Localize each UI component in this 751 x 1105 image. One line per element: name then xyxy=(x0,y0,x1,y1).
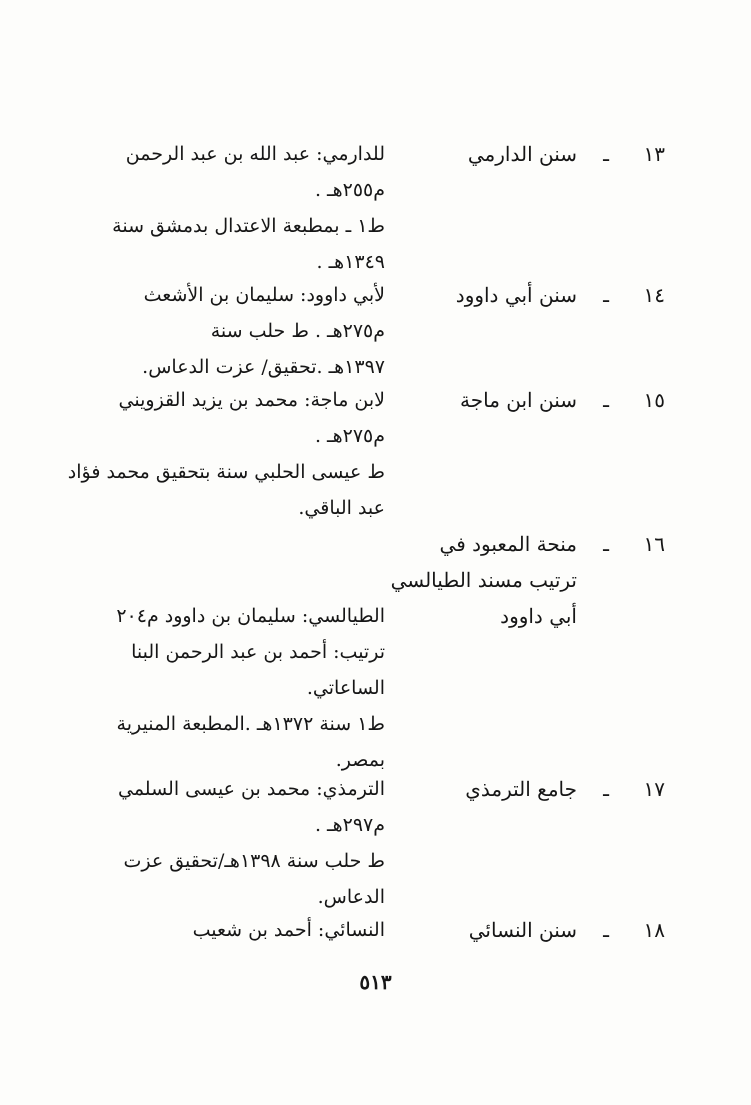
entry-dash: ـ xyxy=(603,388,609,412)
entry-title: منحة المعبود في ترتيب مسند الطيالسي أبي داوود xyxy=(390,532,577,628)
entry-number: ١٧ xyxy=(643,777,665,801)
entry-number: ١٤ xyxy=(643,283,665,307)
entry-details: الترمذي: محمد بن عيسى السلمي م٢٩٧هـ . ط حلب سنة ١٣٩٨هـ/تحقيق عزت الدعاس. xyxy=(117,778,385,908)
entry-number: ١٣ xyxy=(643,142,665,166)
entry-dash: ـ xyxy=(603,777,609,801)
entry-number: ١٨ xyxy=(643,918,665,942)
entry-dash: ـ xyxy=(603,532,609,556)
entry-details: النسائي: أحمد بن شعيب xyxy=(192,919,385,941)
entry-dash: ـ xyxy=(603,283,609,307)
entry-dash: ـ xyxy=(603,918,609,942)
entry-number: ١٦ xyxy=(643,532,665,556)
page-number: ٥١٣ xyxy=(359,970,392,994)
entry-title: سنن ابن ماجة xyxy=(460,388,577,412)
entry-details: لابن ماجة: محمد بن يزيد القزويني م٢٧٥هـ . ط عيسى الحلبي سنة بتحقيق محمد فؤاد عبد الباقي. xyxy=(67,389,385,519)
entry-title: جامع الترمذي xyxy=(465,777,577,801)
entry-dash: ـ xyxy=(603,142,609,166)
entry-number: ١٥ xyxy=(643,388,665,412)
entry-title: سنن الدارمي xyxy=(467,142,577,166)
entry-details: لأبي داوود: سليمان بن الأشعث م٢٧٥هـ . ط حلب سنة ١٣٩٧هـ .تحقيق/ عزت الدعاس. xyxy=(142,284,385,378)
entry-title: سنن أبي داوود xyxy=(455,283,577,307)
entry-title: سنن النسائي xyxy=(468,918,577,942)
entry-details: الطيالسي: سليمان بن داوود م٢٠٤ ترتيب: أحمد بن عبد الرحمن البنا الساعاتي. ط١ سنة ١٣٧٢هـ .المطبعة المنيرية بمصر. xyxy=(116,605,385,771)
entry-details: للدارمي: عبد الله بن عبد الرحمن م٢٥٥هـ . ط١ ـ بمطبعة الاعتدال بدمشق سنة ١٣٤٩هـ . xyxy=(112,143,385,273)
